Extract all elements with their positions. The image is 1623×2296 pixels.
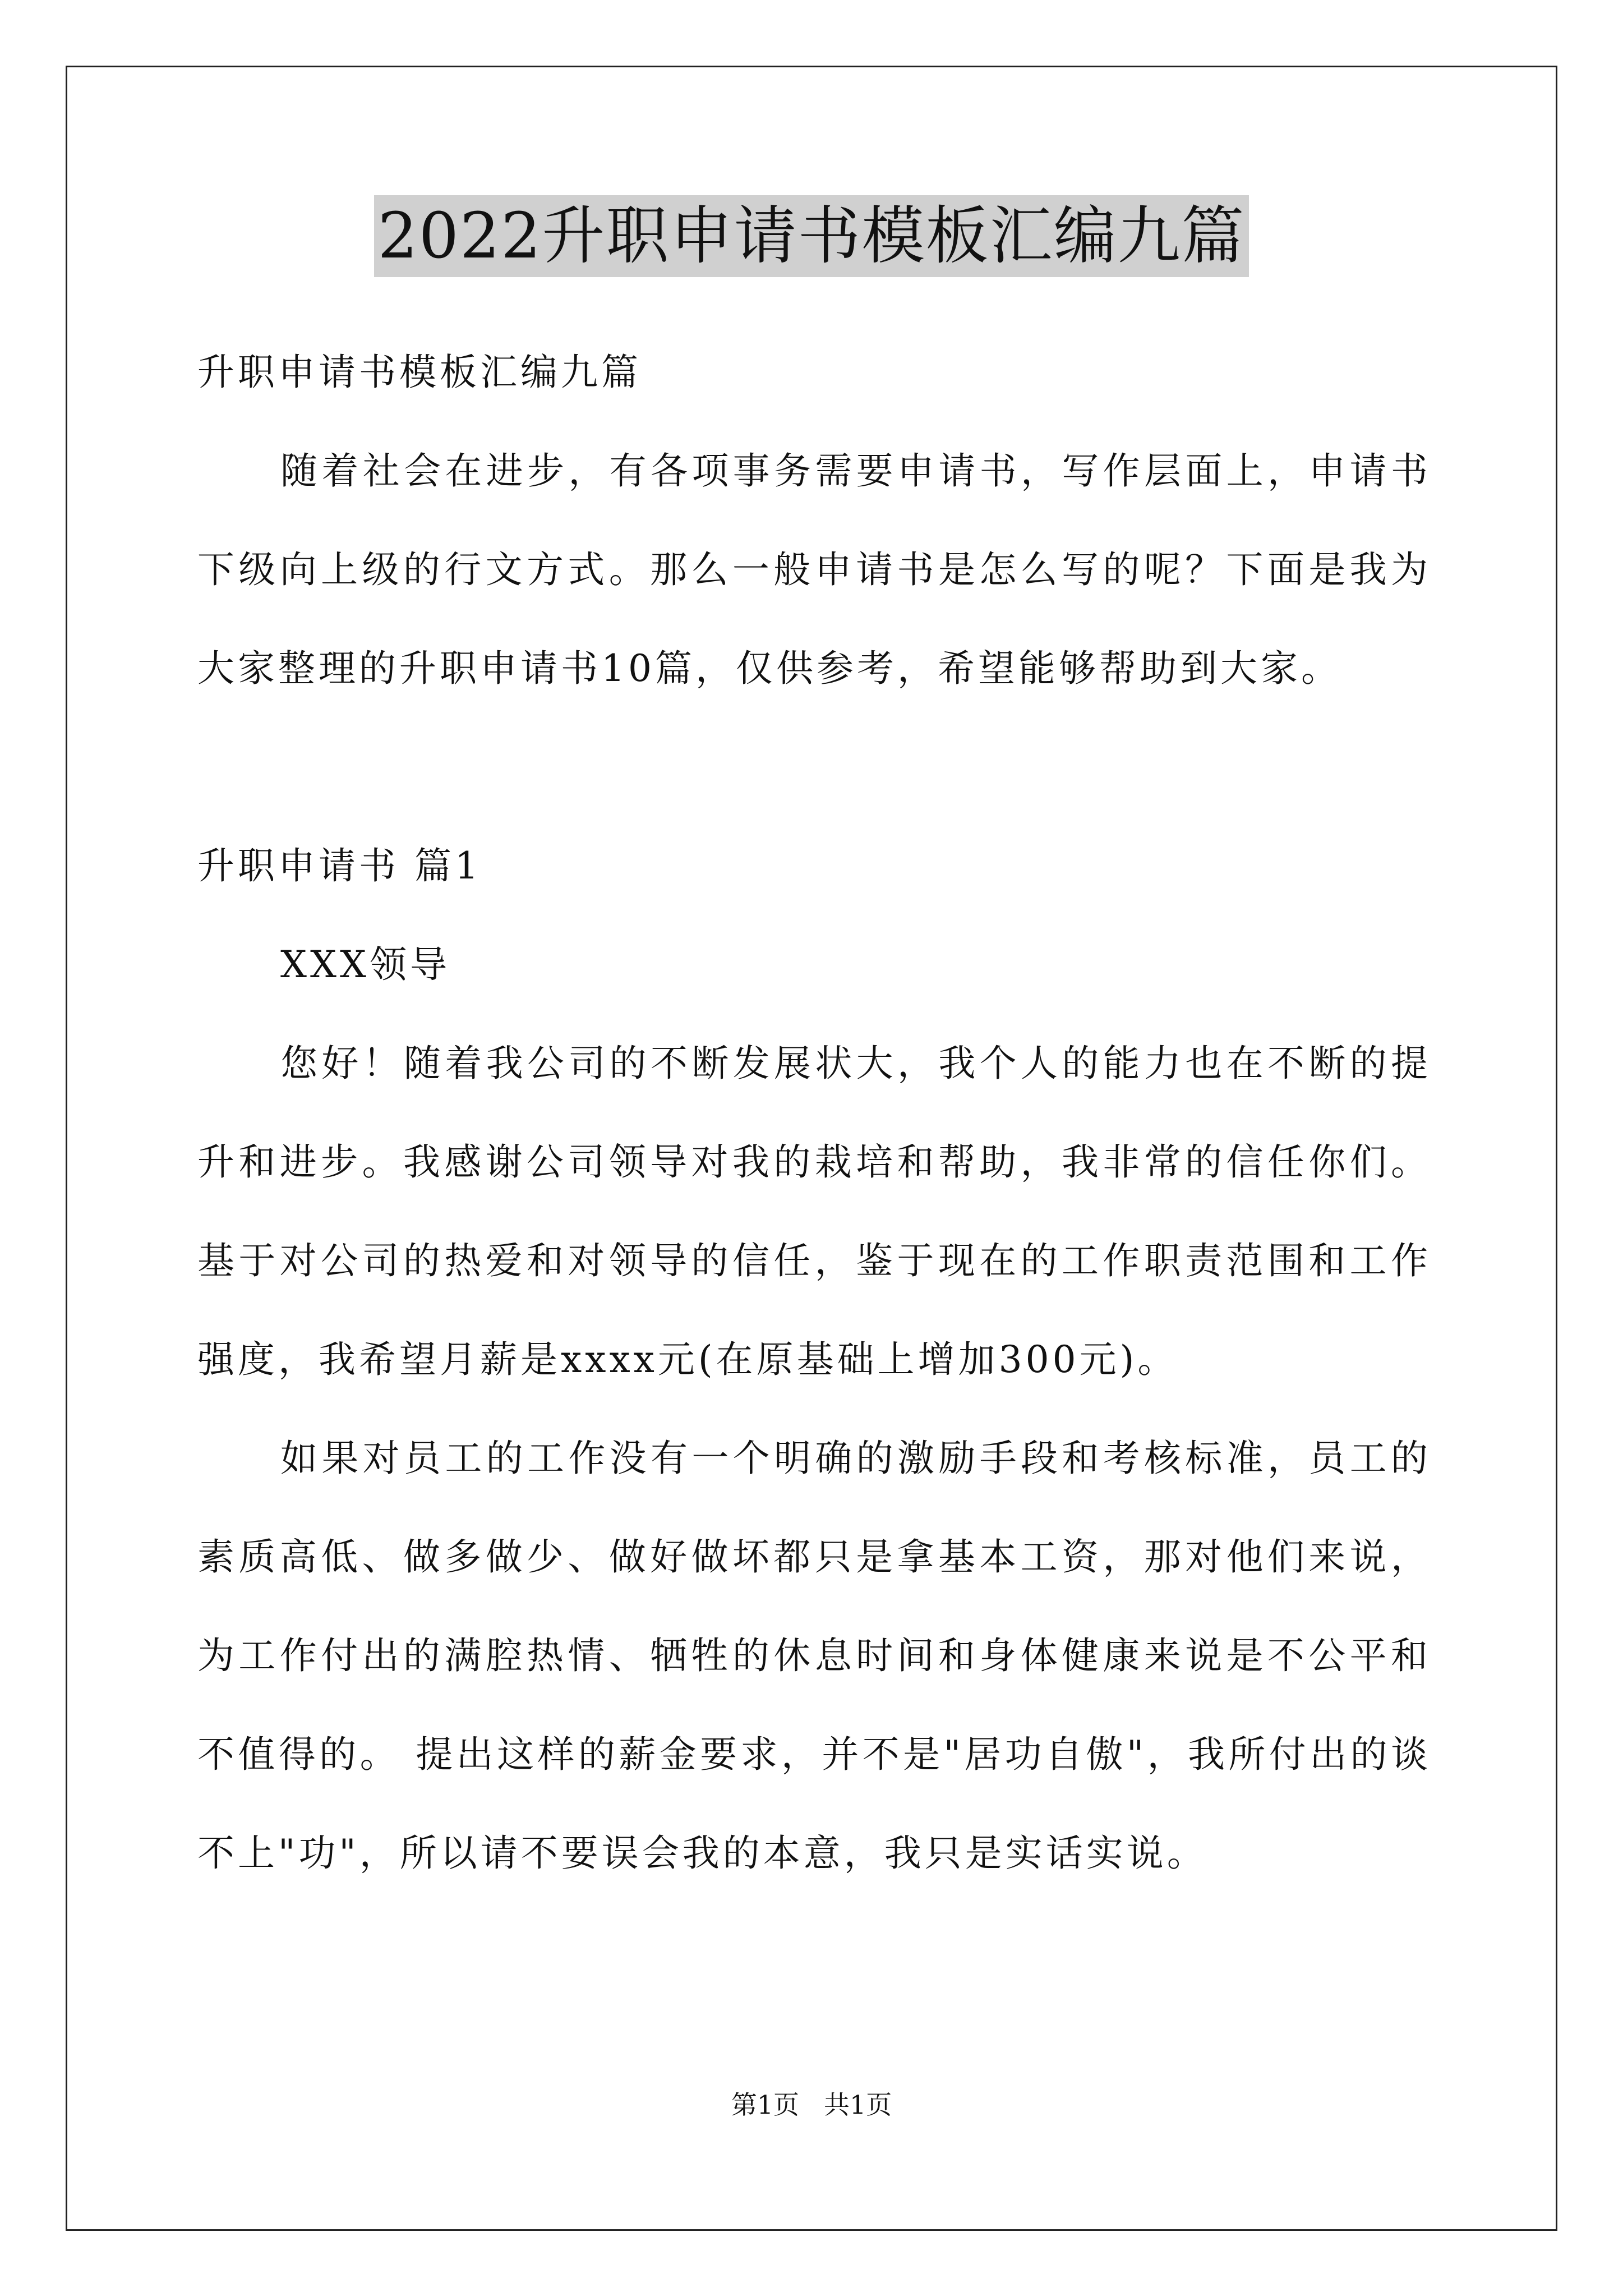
- intro-paragraph: 随着社会在进步，有各项事务需要申请书，写作层面上，申请书下级向上级的行文方式。那么一般申请书是怎么写的呢？下面是我为大家整理的升职申请书10篇，仅供参考，希望能够帮助到大家。: [197, 449, 1431, 690]
- section-heading: 升职申请书 篇1: [197, 844, 482, 887]
- body-paragraph: 您好！随着我公司的不断发展状大，我个人的能力也在不断的提升和进步。我感谢公司领导对我的栽培和帮助，我非常的信任你们。基于对公司的热爱和对领导的信任，鉴于现在的工作职责范围和工作强度，我希望月薪是xxxx元(在原基础上增加300元)。: [197, 1042, 1431, 1381]
- body-paragraph: 如果对员工的工作没有一个明确的激励手段和考核标准，员工的素质高低、做多做少、做好做坏都只是拿基本工资，那对他们来说，为工作付出的满腔热情、牺牲的休息时间和身体健康来说是不公平和不值得的。 提出这样的薪金要求，并不是"居功自傲"，我所付出的谈不上"功"，所以请不要误会我的本意，我只是实话实说。: [197, 1437, 1431, 1875]
- page-total: 共1页: [823, 2090, 892, 2120]
- document-body: [197, 323, 1431, 1903]
- title-container: [0, 195, 1623, 277]
- document-title: 2022升职申请书模板汇编九篇: [374, 195, 1248, 277]
- page-footer: [0, 2088, 1623, 2122]
- salutation: XXX领导: [280, 943, 450, 986]
- page-number: 第1页: [731, 2090, 800, 2120]
- document-subtitle: 升职申请书模板汇编九篇: [197, 351, 642, 394]
